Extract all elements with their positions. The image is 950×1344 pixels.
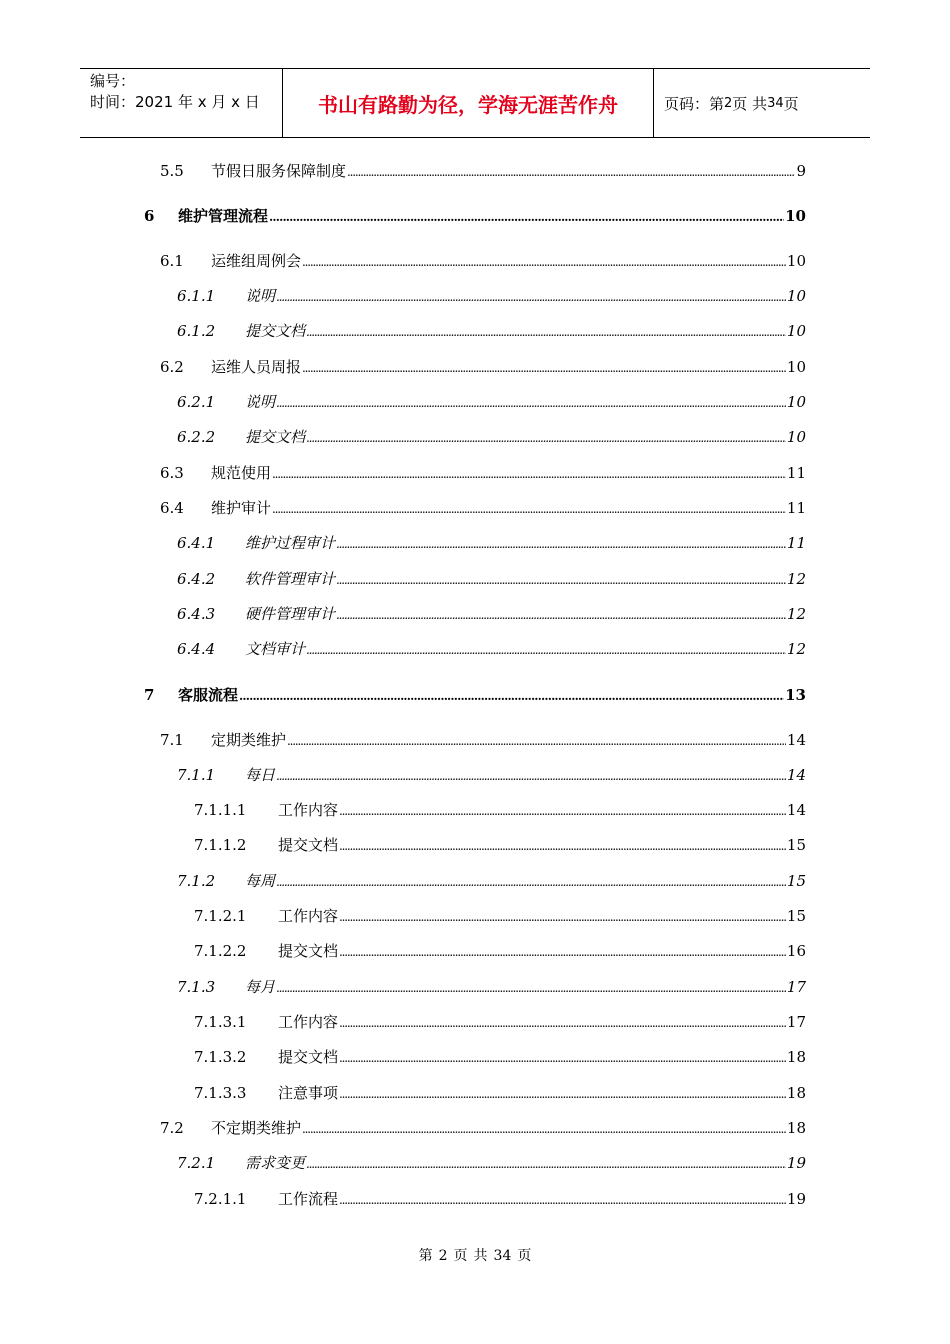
toc-entry[interactable] <box>177 425 806 449</box>
serial-label: 编号： <box>90 72 136 90</box>
toc-entry-title: 规范使用 <box>211 464 272 482</box>
toc-entry-title: 硬件管理审计 <box>245 605 336 623</box>
toc-entry-number: 7 <box>144 686 155 704</box>
header-page-info <box>654 69 870 137</box>
toc-entry-title: 不定期类维护 <box>211 1119 302 1137</box>
toc-entry-title: 维护审计 <box>211 499 272 517</box>
toc-entry-page: 17 <box>786 978 806 996</box>
toc-entry-number: 6.4.1 <box>177 534 216 552</box>
toc-entry-title: 软件管理审计 <box>245 570 336 588</box>
toc-dot-leader <box>339 1081 786 1106</box>
toc-entry-title: 运维组周例会 <box>211 252 302 270</box>
toc-entry-number: 6.3 <box>160 464 184 482</box>
toc-entry-number: 6.2 <box>160 358 184 376</box>
toc-entry-page: 11 <box>786 464 806 482</box>
toc-entry-number: 6.4.3 <box>177 605 216 623</box>
toc-entry-title: 工作内容 <box>278 1013 339 1031</box>
toc-entry-number: 6.1.2 <box>177 322 216 340</box>
toc-entry-number: 7.1.1.1 <box>194 801 247 819</box>
toc-entry-title: 每日 <box>245 766 276 784</box>
toc-entry-title: 定期类维护 <box>211 731 287 749</box>
toc-entry-title: 维护管理流程 <box>178 207 269 225</box>
toc-entry-page: 10 <box>785 207 806 225</box>
toc-entry-title: 注意事项 <box>278 1084 339 1102</box>
toc-entry[interactable] <box>144 683 806 707</box>
toc-entry-number: 7.1.2.1 <box>194 907 247 925</box>
toc-dot-leader <box>276 763 786 788</box>
toc-entry-page: 13 <box>785 686 806 704</box>
toc-dot-leader <box>269 204 784 229</box>
toc-entry[interactable] <box>160 461 806 485</box>
toc-entry[interactable] <box>177 869 806 893</box>
toc-entry-number: 7.1.3.3 <box>194 1084 247 1102</box>
toc-entry-page: 11 <box>786 534 806 552</box>
footer-word: 共 <box>473 1248 488 1264</box>
toc-dot-leader <box>272 496 786 521</box>
toc-dot-leader <box>302 355 786 380</box>
toc-entry-number: 7.1.3.2 <box>194 1048 247 1066</box>
toc-entry-page: 15 <box>786 872 806 890</box>
toc-entry[interactable] <box>160 728 806 752</box>
toc-entry-page: 12 <box>786 640 806 658</box>
toc-entry-page: 10 <box>786 252 806 270</box>
toc-entry-title: 提交文档 <box>278 836 339 854</box>
toc-dot-leader <box>306 637 786 662</box>
toc-entry[interactable] <box>194 1045 806 1069</box>
toc-entry-page: 10 <box>786 358 806 376</box>
toc-dot-leader <box>239 683 784 708</box>
toc-entry-page: 15 <box>786 907 806 925</box>
toc-entry-number: 7.1.2 <box>177 872 216 890</box>
toc-entry[interactable] <box>160 1116 806 1140</box>
toc-entry[interactable] <box>144 204 806 228</box>
toc-entry[interactable] <box>177 531 806 555</box>
toc-dot-leader <box>347 159 795 184</box>
footer-word: 第 <box>418 1248 433 1264</box>
toc-entry-number: 6.1.1 <box>177 287 216 305</box>
toc-dot-leader <box>306 319 786 344</box>
toc-entry[interactable] <box>177 567 806 591</box>
footer-word: 页 <box>453 1248 468 1264</box>
toc-entry-page: 19 <box>786 1190 806 1208</box>
toc-entry-page: 16 <box>786 942 806 960</box>
toc-entry-number: 7.1 <box>160 731 184 749</box>
toc-entry-number: 7.2.1 <box>177 1154 216 1172</box>
header-motto: 书山有路勤为径，学海无涯苦作舟 <box>282 69 654 137</box>
toc-entry[interactable] <box>177 319 806 343</box>
toc-entry-title: 说明 <box>245 287 276 305</box>
toc-entry-number: 6.4.4 <box>177 640 216 658</box>
toc-entry[interactable] <box>177 637 806 661</box>
toc-entry[interactable] <box>177 763 806 787</box>
toc-dot-leader <box>272 461 786 486</box>
toc-entry-number: 7.2 <box>160 1119 184 1137</box>
toc-entry-title: 说明 <box>245 393 276 411</box>
toc-entry-number: 5.5 <box>160 162 184 180</box>
toc-entry-title: 节假日服务保障制度 <box>211 162 347 180</box>
toc-entry-number: 6.4.2 <box>177 570 216 588</box>
toc-entry-number: 6.2.1 <box>177 393 216 411</box>
page-footer <box>0 1245 950 1265</box>
toc-dot-leader <box>339 833 786 858</box>
toc-dot-leader <box>276 284 786 309</box>
toc-entry[interactable] <box>194 1010 806 1034</box>
toc-dot-leader <box>302 1116 786 1141</box>
toc-entry-number: 6 <box>144 207 155 225</box>
toc-dot-leader <box>336 602 786 627</box>
toc-dot-leader <box>276 975 786 1000</box>
toc-entry-page: 10 <box>786 287 806 305</box>
toc-entry-title: 需求变更 <box>245 1154 306 1172</box>
page-suffix: 页 <box>783 94 799 113</box>
toc-entry-page: 18 <box>786 1048 806 1066</box>
toc-entry-page: 10 <box>786 393 806 411</box>
toc-entry-title: 工作内容 <box>278 801 339 819</box>
toc-entry-number: 6.1 <box>160 252 184 270</box>
toc-entry-page: 10 <box>786 428 806 446</box>
toc-entry-number: 7.1.2.2 <box>194 942 247 960</box>
page-header <box>80 68 870 138</box>
toc-entry-number: 7.1.3.1 <box>194 1013 247 1031</box>
toc-entry-number: 7.1.1 <box>177 766 216 784</box>
toc-entry-number: 7.2.1.1 <box>194 1190 247 1208</box>
toc-entry-title: 提交文档 <box>245 322 306 340</box>
toc-entry-page: 14 <box>786 801 806 819</box>
toc-entry-page: 14 <box>786 731 806 749</box>
toc-entry[interactable] <box>177 1151 806 1175</box>
toc-dot-leader <box>276 390 786 415</box>
toc-entry-page: 15 <box>786 836 806 854</box>
toc-entry-title: 文档审计 <box>245 640 306 658</box>
toc-dot-leader <box>287 728 786 753</box>
toc-dot-leader <box>339 1010 786 1035</box>
toc-dot-leader <box>339 904 786 929</box>
toc-entry-page: 11 <box>786 499 806 517</box>
toc-entry[interactable] <box>194 1081 806 1105</box>
toc-entry[interactable] <box>194 798 806 822</box>
toc-entry[interactable] <box>194 939 806 963</box>
toc-entry[interactable] <box>160 159 806 183</box>
toc-entry-page: 12 <box>786 605 806 623</box>
header-meta <box>80 69 282 137</box>
toc-entry-number: 6.2.2 <box>177 428 216 446</box>
page-mid: 页 共 <box>732 94 768 113</box>
toc-entry-page: 18 <box>786 1084 806 1102</box>
toc-entry-title: 工作流程 <box>278 1190 339 1208</box>
toc-entry[interactable] <box>160 496 806 520</box>
toc-entry-page: 19 <box>786 1154 806 1172</box>
toc-entry-title: 维护过程审计 <box>245 534 336 552</box>
toc-entry[interactable] <box>160 249 806 273</box>
toc-entry-page: 10 <box>786 322 806 340</box>
footer-word: 页 <box>517 1248 532 1264</box>
toc-dot-leader <box>276 869 786 894</box>
toc-dot-leader <box>336 531 786 556</box>
footer-total-pages: 34 <box>493 1248 512 1264</box>
time-label: 时间：2021 年 x 月 x 日 <box>90 93 260 111</box>
toc-dot-leader <box>306 425 786 450</box>
toc-entry-number: 6.4 <box>160 499 184 517</box>
toc-entry-title: 提交文档 <box>245 428 306 446</box>
toc-entry[interactable] <box>194 833 806 857</box>
toc-entry[interactable] <box>177 602 806 626</box>
page-current: 2 <box>724 95 733 111</box>
toc-entry-title: 提交文档 <box>278 1048 339 1066</box>
toc-entry-number: 7.1.3 <box>177 978 216 996</box>
toc-dot-leader <box>339 939 786 964</box>
toc-entry-title: 工作内容 <box>278 907 339 925</box>
toc-entry-title: 运维人员周报 <box>211 358 302 376</box>
toc-dot-leader <box>306 1151 786 1176</box>
page-prefix: 页码：第 <box>664 94 725 113</box>
footer-current-page: 2 <box>438 1248 448 1264</box>
toc-dot-leader <box>339 1187 786 1212</box>
toc-entry[interactable] <box>177 390 806 414</box>
toc-entry-title: 每月 <box>245 978 276 996</box>
toc-entry-title: 提交文档 <box>278 942 339 960</box>
toc-entry-number: 7.1.1.2 <box>194 836 247 854</box>
toc-entry-page: 18 <box>786 1119 806 1137</box>
toc-entry-page: 14 <box>786 766 806 784</box>
toc-entry-title: 客服流程 <box>178 686 239 704</box>
toc-dot-leader <box>339 798 786 823</box>
toc-entry-page: 12 <box>786 570 806 588</box>
toc-entry[interactable] <box>177 284 806 308</box>
toc-entry[interactable] <box>194 904 806 928</box>
toc-entry[interactable] <box>194 1187 806 1211</box>
toc-dot-leader <box>302 249 786 274</box>
page-total: 34 <box>767 95 784 111</box>
toc-entry-title: 每周 <box>245 872 276 890</box>
toc-entry-page: 17 <box>786 1013 806 1031</box>
toc-dot-leader <box>339 1045 786 1070</box>
toc-entry[interactable] <box>160 355 806 379</box>
toc-dot-leader <box>336 567 786 592</box>
toc-entry[interactable] <box>177 975 806 999</box>
toc-entry-page: 9 <box>796 162 806 180</box>
